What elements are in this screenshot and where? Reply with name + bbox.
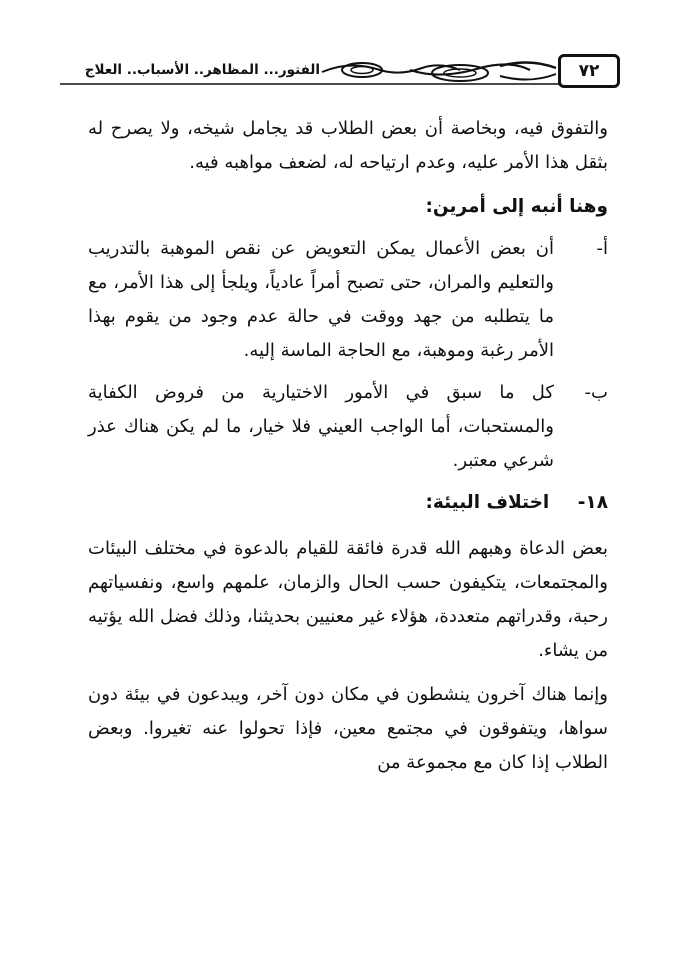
list-item-text: كل ما سبق في الأمور الاختيارية من فروض الكفاية والمستحبات، أما الواجب العيني فلا خيار، ما لم يكن هناك عذر شرعي معتبر. xyxy=(88,382,554,471)
list-marker: ب- xyxy=(584,382,608,403)
paragraph-2: بعض الدعاة وهبهم الله قدرة فائقة للقيام بالدعوة في مختلف البيئات والمجتمعات، يتكيفون حسب الحال والزمان، علمهم واسع، ونفسياتهم رحبة، وقدراتهم متعددة، هؤلاء غير معنيين بحديثنا، وذلك فضل الله يؤتيه من يشاء. xyxy=(88,538,608,661)
section-title: اختلاف البيئة: xyxy=(425,492,550,513)
list-item xyxy=(88,232,608,368)
list-item xyxy=(88,376,608,478)
running-title: الفتور... المظاهر.. الأسباب.. العلاج xyxy=(84,62,320,78)
page-number: ٧٢ xyxy=(558,54,620,88)
list-item-text: أن بعض الأعمال يمكن التعويض عن نقص الموهبة بالتدريب والتعليم والمران، حتى تصبح أمراً عادياً، ويلجأ إلى هذا الأمر، مع ما يتطلبه من جهد ووقت في حالة عدم وجود من يقوم بهذا الأمر رغبة وموهبة، مع الحاجة الماسة إليه. xyxy=(88,238,554,361)
paragraph-3: وإنما هناك آخرون ينشطون في مكان دون آخر، ويبدعون في بيئة دون سواها، ويتفوقون في مجتمع معين، فإذا تحولوا عنه تغيروا. وبعض الطلاب إذا كان مع مجموعة من xyxy=(88,684,608,773)
paragraph-1: والتفوق فيه، وبخاصة أن بعض الطلاب قد يجامل شيخه، ولا يصرح له بثقل هذا الأمر عليه، وعدم ارتياحه له، لضعف مواهبه فيه. xyxy=(88,118,608,173)
page-header xyxy=(60,54,620,90)
section-heading xyxy=(88,486,608,520)
body-text xyxy=(88,112,608,790)
list-marker: أ- xyxy=(596,238,608,259)
section-number: ١٨- xyxy=(577,492,608,513)
subheading: وهنا أنبه إلى أمرين: xyxy=(425,196,608,217)
